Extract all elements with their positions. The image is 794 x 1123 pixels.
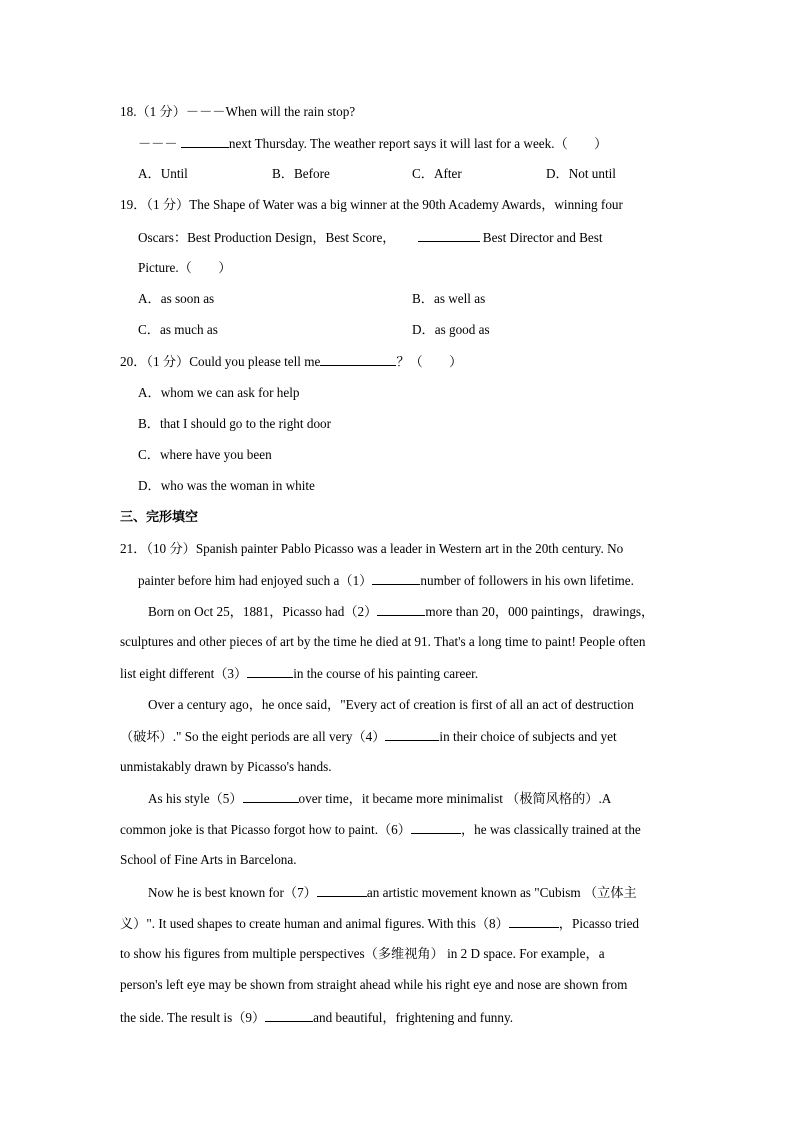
q21-line9 (148, 790, 611, 807)
q21-line5 (120, 665, 478, 682)
q18-option-b[interactable]: B．Before (272, 166, 330, 181)
q21-text-9b: over time，it became more minimalist （极简风格的）.A (298, 791, 612, 806)
q18-question (120, 104, 355, 120)
q19-text-1: The Shape of Water was a big winner at the 90th Academy Awards，winning four (189, 197, 623, 212)
q20-question (120, 353, 462, 370)
q21-blank-4[interactable] (385, 728, 439, 741)
q21-line13 (120, 915, 639, 932)
q20-after: ？（ ） (396, 354, 463, 369)
q19-line3: Picture.（ ） (138, 260, 232, 275)
q21-text-3a: Born on Oct 25，1881，Picasso had（2） (148, 604, 378, 619)
q21-text-7b: in their choice of subjects and yet (439, 729, 617, 744)
q21-text-2b: number of followers in his own lifetime. (420, 573, 634, 588)
q18-text: When will the rain stop? (225, 104, 356, 119)
q21-line16 (120, 1009, 513, 1026)
q20-text: Could you please tell me (189, 354, 321, 369)
q19-text-2a: Oscars：Best Production Design，Best Score， (138, 230, 396, 245)
q18-option-c[interactable]: C．After (412, 166, 462, 181)
q19-option-a[interactable]: A．as soon as (138, 291, 215, 306)
q21-number: 21．（10 分） (120, 541, 196, 556)
q21-line2 (138, 572, 634, 589)
q18-blank[interactable] (181, 135, 229, 148)
q21-text-2a: painter before him had enjoyed such a（1） (138, 573, 373, 588)
q21-text-7a: （破坏）." So the eight periods are all very（4） (120, 729, 386, 744)
q18-reply (138, 135, 607, 152)
q21-line8: unmistakably drawn by Picasso's hands. (120, 759, 332, 774)
section-heading: 三、完形填空 (120, 510, 199, 525)
q21-text-16b: and beautiful，frightening and funny. (313, 1010, 514, 1025)
q21-blank-3[interactable] (247, 665, 293, 678)
q19-text-2b: Best Director and Best (479, 230, 603, 245)
q19-line2 (138, 229, 603, 246)
q21-text-3b: more than 20，000 paintings，drawings， (425, 604, 655, 619)
q19-line1 (120, 197, 674, 213)
q21-text-13a: 义）". It used shapes to create human and animal figures. With this（8） (120, 916, 509, 931)
q21-line14: to show his figures from multiple perspectives（多维视角） in 2 D space. For example，a (120, 946, 605, 961)
q19-blank[interactable] (418, 229, 480, 242)
q21-blank-6[interactable] (411, 821, 461, 834)
q21-text-10a: common joke is that Picasso forgot how to paint.（6） (120, 822, 411, 837)
q18-reply-text: next Thursday. The weather report says it will last for a week.（ ） (228, 136, 608, 151)
q21-line3 (148, 603, 654, 620)
q21-blank-7[interactable] (317, 884, 367, 897)
q18-option-d[interactable]: D．Not until (546, 166, 616, 181)
q21-blank-8[interactable] (509, 915, 559, 928)
q20-option-b[interactable]: B．that I should go to the right door (138, 416, 332, 431)
q20-option-c[interactable]: C．where have you been (138, 447, 272, 462)
q19-option-d[interactable]: D．as good as (412, 322, 490, 337)
q21-line7 (120, 728, 617, 745)
q19-option-c[interactable]: C．as much as (138, 322, 218, 337)
q21-line1 (120, 541, 623, 557)
q18-reply-dash: －－－ (138, 136, 181, 151)
q21-line10 (120, 821, 641, 838)
q19-number: 19．（1 分） (120, 197, 190, 212)
q21-text-12b: an artistic movement known as "Cubism （立体主 (366, 885, 637, 900)
q21-blank-9[interactable] (265, 1009, 313, 1022)
q21-line11: School of Fine Arts in Barcelona. (120, 852, 297, 867)
q21-text-13b: ，Picasso tried (558, 916, 640, 931)
q19-option-b[interactable]: B．as well as (412, 291, 486, 306)
q21-text-9a: As his style（5） (148, 791, 243, 806)
q21-line4: sculptures and other pieces of art by the time he died at 91. That's a long time to paint! People often (120, 634, 646, 649)
q21-line15: person's left eye may be shown from straight ahead while his right eye and nose are shown from (120, 977, 628, 992)
q21-text-5a: list eight different（3） (120, 666, 248, 681)
q21-text-1: Spanish painter Pablo Picasso was a leader in Western art in the 20th century. No (195, 541, 624, 556)
q20-blank[interactable] (320, 353, 396, 366)
q20-number: 20．（1 分） (120, 354, 190, 369)
q21-text-12a: Now he is best known for（7） (148, 885, 317, 900)
q20-option-d[interactable]: D．who was the woman in white (138, 478, 315, 493)
q21-line6: Over a century ago，he once said，"Every act of creation is first of all an act of destruction (148, 697, 634, 712)
q21-text-5b: in the course of his painting career. (293, 666, 479, 681)
q18-number: 18.（1 分）－－－ (120, 104, 226, 119)
q21-text-10b: ，he was classically trained at the (460, 822, 641, 837)
q21-line12 (148, 884, 637, 901)
q21-text-16a: the side. The result is（9） (120, 1010, 266, 1025)
q21-blank-5[interactable] (243, 790, 299, 803)
q20-option-a[interactable]: A．whom we can ask for help (138, 385, 300, 400)
q18-option-a[interactable]: A．Until (138, 166, 188, 181)
q21-blank-2[interactable] (377, 603, 425, 616)
q21-blank-1[interactable] (372, 572, 420, 585)
